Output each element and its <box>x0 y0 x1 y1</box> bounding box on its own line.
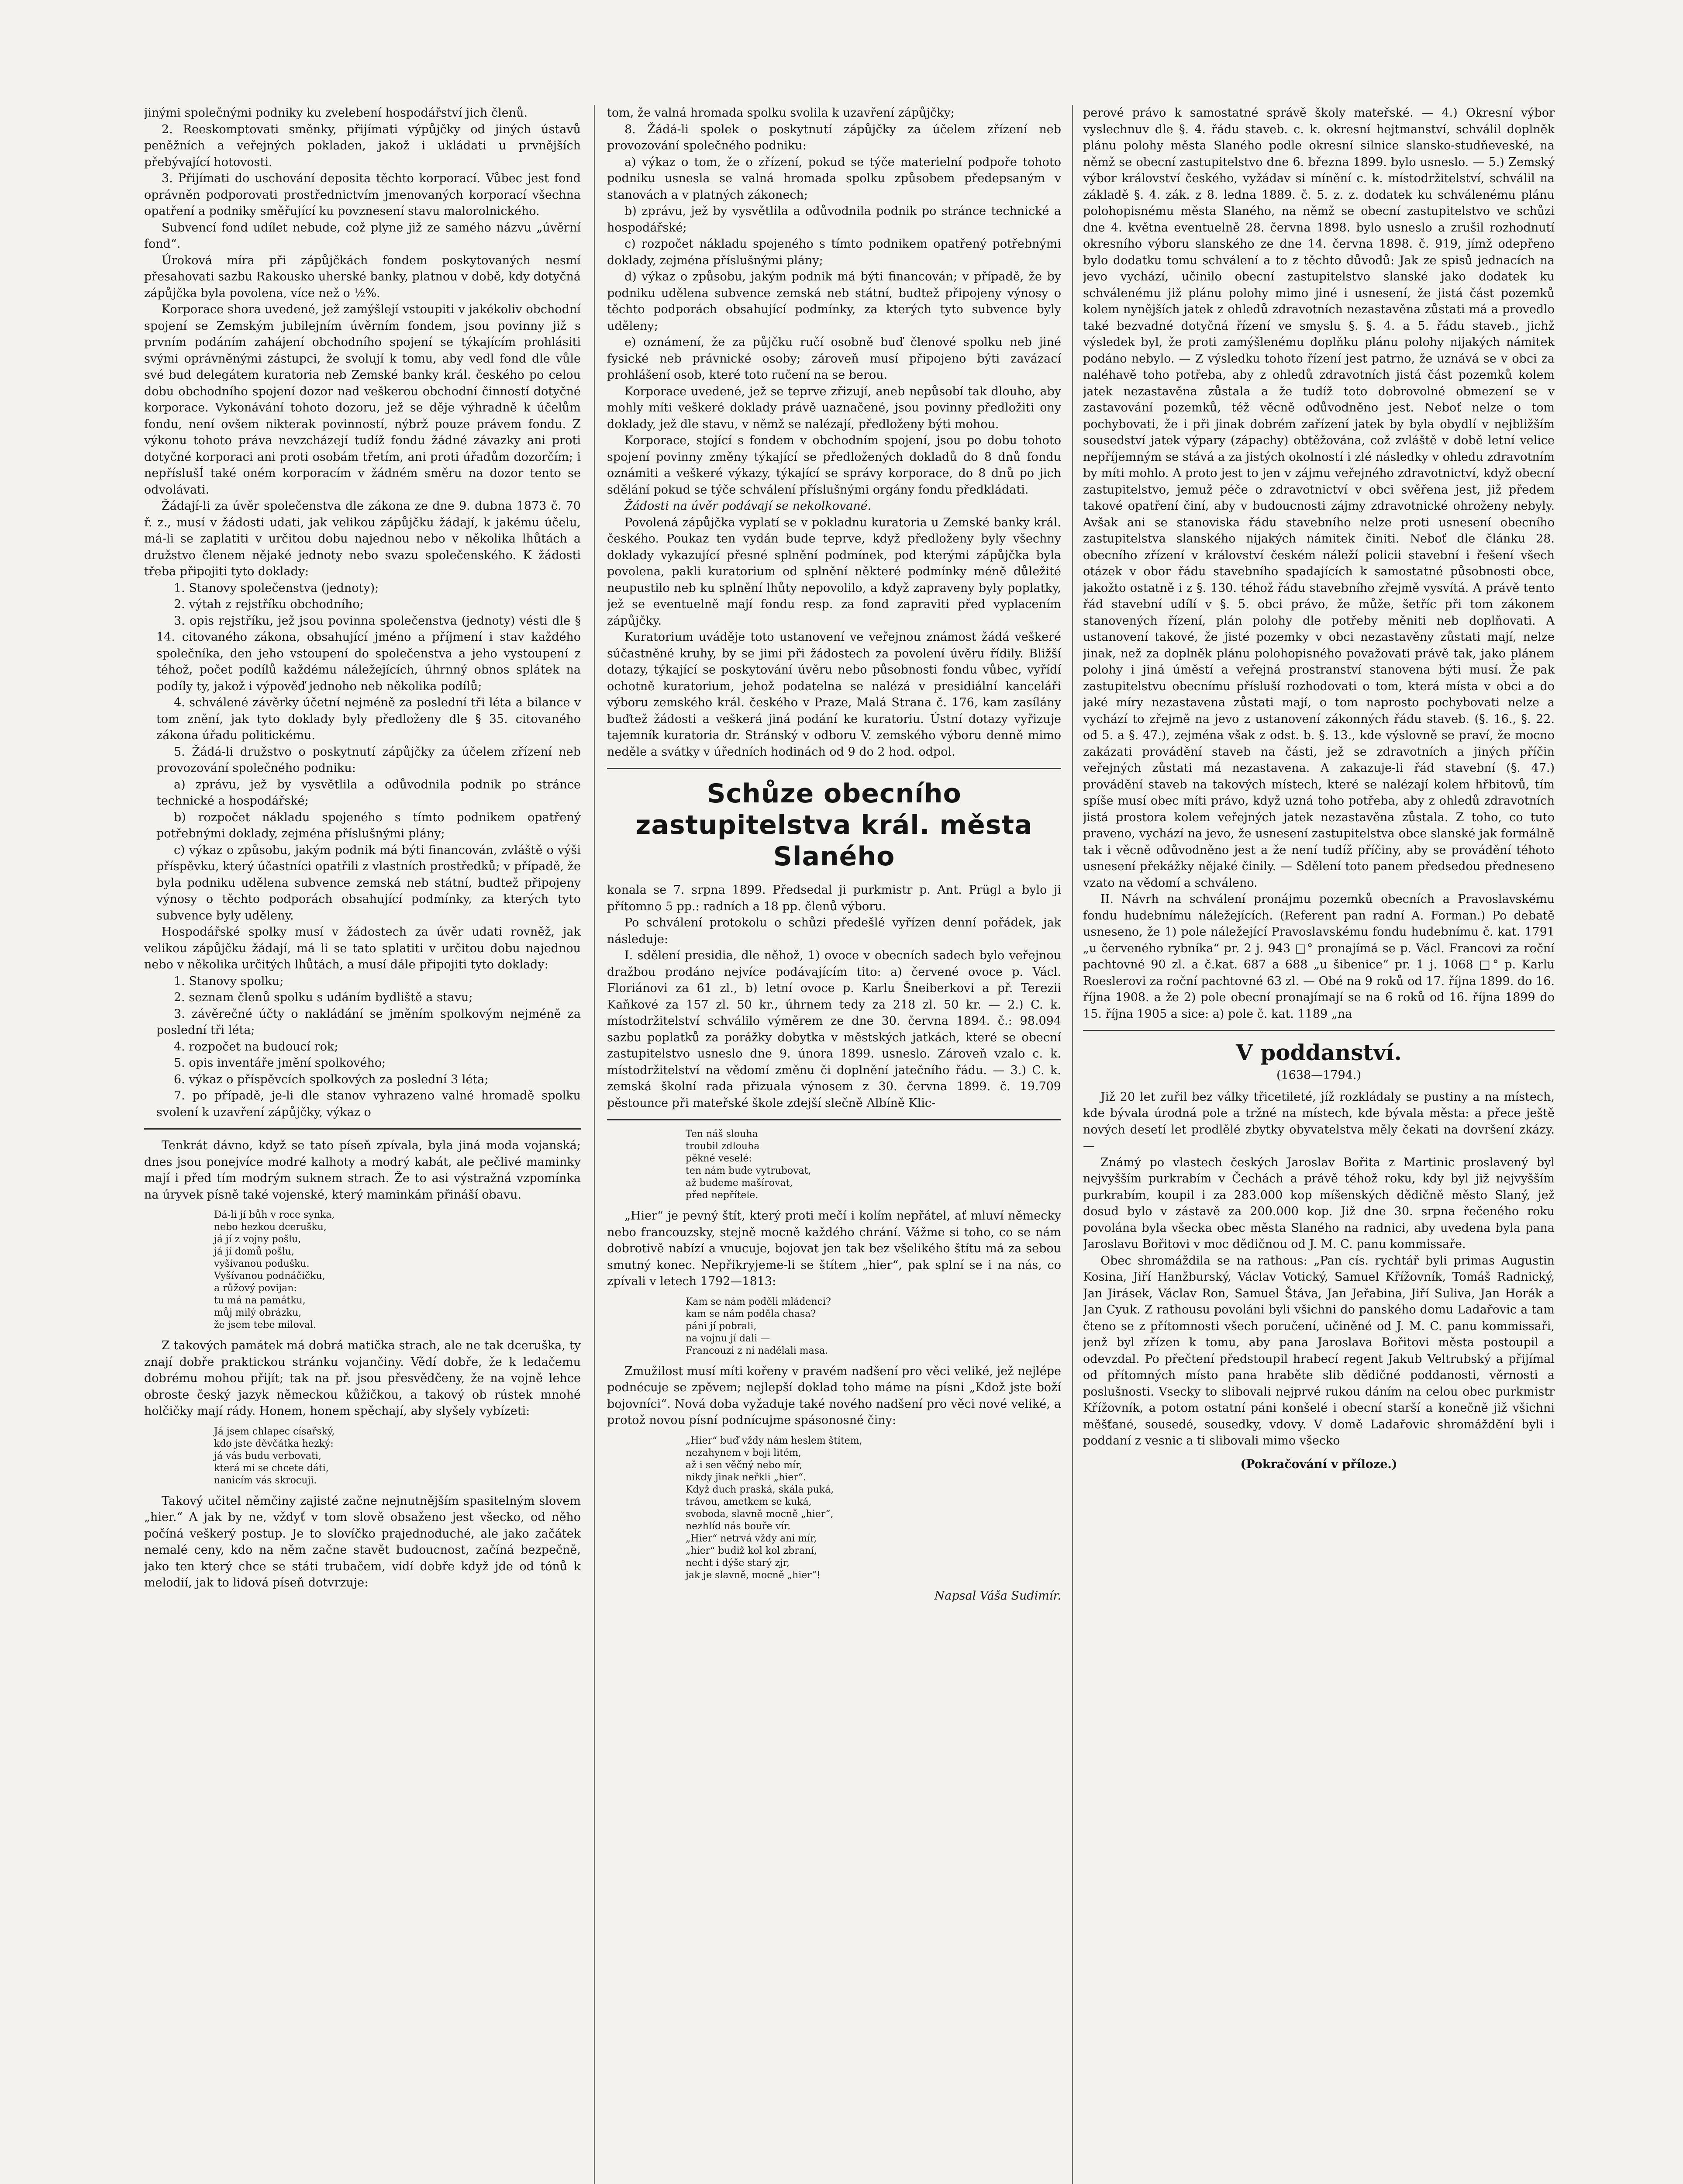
documents-list-spolky <box>144 973 581 1121</box>
article-paragraph: Kuratorium uváděje toto ustanovení ve veřejnou známost žádá veškeré súčastněné kruhy, by se jimi při žádostech za povolení úvěru řídily. Bližší dotazy, týkající se poskytování úvěru nebo působnosti fondu vůbec, vyřídí ochotně kuratorium, jehož podatelna se nalézá v presidiální kanceláři výboru zemského král. českého v Praze, Malá Strana č. 176, kam zasílány buďtež žádosti a veškerá jiná podání ke kuratoriu. Ústní dotazy vyřizuje tajemník kuratoria dr. Stránský v odboru V. zemského výboru denně mimo neděle a svátky v úředních hodinách od 9 do 2 hod. odpol. <box>607 630 1061 759</box>
list-item: 4. schválené závěrky účetní nejméně za poslední tři léta a bilance v tom znění, jak tyto doklady byly předloženy dle § 35. citovaného zákona úřadu politickému. <box>156 696 581 742</box>
article-paragraph: II. Návrh na schválení pronájmu pozemků obecních a Pravoslavskému fondu hudebnímu náležejících. (Referent pan radní A. Forman.) Po debatě usneseno, že 1) pole náležející Pravoslavskému fondu hudebnímu č. kat. 1791 „u červeného rybníka“ pr. 2 j. 943 □° pronajímá se p. Václ. Francovi za roční pachtovné 90 zl. a č.kat. 687 a 688 „u šibenice“ pr. 1 j. 1068 □° p. Karlu Roeslerovi za roční pachtovné 63 zl. — Obé na 9 roků od 17. října 1899. do 16. října 1908. a že 2) pole obecní pronajímají se na 6 roků od 16. října 1899 do 15. října 1905 a sice: a) pole č. kat. 1189 „na <box>1083 892 1555 1021</box>
article-paragraph: Povolená zápůjčka vyplatí se v pokladnu kuratoria u Zemské banky král. českého. Poukaz ten vydán bude teprve, když předloženy byly všechny doklady vykazující přesné splnění podmínek, pod kterými zápůjčka byla povolena, pakli kuratorium od splnění některé podmínky méně důležité neupustilo neb ku splnění lhůty nepovolilo, a když zapraveny byly poplatky, jež se eventuelně mají fondu resp. za fond zapraviti před vyplacením zápůjčky. <box>607 515 1061 628</box>
section-divider <box>144 1128 581 1130</box>
article-paragraph: Hospodářské spolky musí v žádostech za úvěr udati rovněž, jak velikou zápůjčku žádají, má li se tato splatiti v určitou dobu najednou nebo v několika určitých lhůtách, a musí dále připojiti tyto doklady: <box>144 925 581 971</box>
article-paragraph: tom, že valná hromada spolku svolila k uzavření zápůjčky; <box>607 106 955 120</box>
poem-verse: Já jsem chlapec císařský, kdo jste děvčátka hezký: já vás budu verbovati, která mi se chcete dáti, nanicím vás skrocuji. <box>214 1426 335 1486</box>
section-heading: Schůze obecního zastupitelstva král. města Slaného <box>635 778 1033 872</box>
column-1 <box>144 105 581 2184</box>
list-item: b) rozpočet nákladu spojeného s tímto podnikem opatřený potřebnými doklady, zejména příslušnými plány; <box>156 810 581 840</box>
article-paragraph: Známý po vlastech českých Jaroslav Bořita z Martinic proslavený byl nejvyšším purkrabím v Čechách a právě téhož roku, kdy byl již nejvyšším purkrabím, koupil i za 283.000 kop míšenských dědičně město Slaný, jež dosud bylo v zástavě za 200.000 kop. Již dne 30. srpna řečeného roku povolána byla všecka obec města Slaného na radnici, aby uvedena byla pana Jaroslavu Bořitovi v moc dědičnou od J. M. C. panu kommissaře. <box>1083 1155 1555 1251</box>
poem-verse: Kam se nám poděli mládenci? kam se nám poděla chasa? páni jí pobrali, na vojnu jí dali — Francouzi z ní nadělali masa. <box>686 1296 831 1356</box>
list-item: 2. výtah z rejstříku obchodního; <box>174 598 364 611</box>
list-item: 4. rozpočet na budoucí rok; <box>174 1040 338 1054</box>
column-2 <box>607 105 1061 2184</box>
article-paragraph: e) oznámení, že za půjčku ručí osobně buď členové spolku neb jiné fysické neb právnické osoby; zároveň musí připojeno býti zavázací prohlášení osob, které toto ručení na se berou. <box>607 335 1061 382</box>
column-3 <box>1083 105 1555 2184</box>
column-divider <box>1072 105 1073 2184</box>
poem-verse: Dá-li jí bůh v roce synka, nebo hezkou dcerušku, já jí z vojny pošlu, já jí domů pošlu, vyšívanou podušku. Vyšívanou podnáčičku, a růžový povijan: tu má na památku, můj milý obrázku, že jsem tebe miloval. <box>214 1209 335 1330</box>
article-paragraph: Žádají-li za úvěr společenstva dle zákona ze dne 9. dubna 1873 č. 70 ř. z., musí v žádosti udati, jak velikou zápůjčku žádají, k jakému účelu, má-li se zaplatiti v určitou dobu najednou nebo v několika lhůtách a družstvo členem nějaké jednoty nebo svazu společenského. K žádosti třeba připojiti tyto doklady: <box>144 499 581 578</box>
section-divider <box>607 768 1061 769</box>
documents-list <box>144 580 581 924</box>
article-paragraph: jinými společnými podniky ku zvelebení hospodářství jich členů. <box>144 106 528 120</box>
section-subtitle: (1638—1794.) <box>1276 1068 1362 1082</box>
continued-note: (Pokračování v příloze.) <box>1240 1457 1397 1471</box>
article-paragraph: 3. Přijímati do uschování deposita těchto korporací. Vůbec jest fond oprávněn podporovati prostřednictvím jmenovaných korporací všechna opatření a podniky směřující ku povznesení stavu malorolnického. <box>144 172 581 218</box>
article-paragraph: Již 20 let zuřil bez války třicetileté, jíž rozkládaly se pustiny a na místech, kde bývala úrodná pole a tržné na místech, kde bývala města: a přece ještě nových desetí let prodlělé zbytky obyvatelstva měly čekati na dovršení zkázy. — <box>1083 1090 1555 1153</box>
article-paragraph: Korporace, stojící s fondem v obchodním spojení, jsou po dobu tohoto spojení povinny změny týkající se předložených dokladů do 8 dnů fondu oznámiti a veškeré výkazy, týkající se správy korporace, do 8 dnů po jich sdělání pokud se týče schválení příslušnými orgány fondu předkládati. <box>607 434 1061 497</box>
section-divider <box>607 1119 1061 1120</box>
article-paragraph: Korporace shora uvedené, jež zamýšlejí vstoupiti v jakékoliv obchodní spojení se Zemským jubilejním úvěrním fondem, jsou povinny již s prvním podáním zahájení obchodního spojení se týkajícím prohlásiti svými oprávněnými zástupci, že svolují k tomu, aby vedl fond dle vůle své bud delegátem kuratoria neb Zemské banky král. českého po celou dobu obchodního spojení dozor nad veškerou obchodní činností dotyčné korporace. Vykonávání tohoto dozoru, jež se děje výhradně k účelům fondu, není ovšem nikterak povinností, nýbrž pouze právem fondu. Z výkonu tohoto práva nevzcházejí tudíž fondu žádné závazky ani proti dotyčné korporaci ani proti osobám třetím, ani proti úřadům dozorčím; i nepříslušÍ také oném korporacím v žádném směru na dozor tento se odvolávati. <box>144 303 581 497</box>
list-item: 1. Stanovy spolku; <box>174 974 284 988</box>
list-item: 6. výkaz o příspěvcích spolkových za poslední 3 léta; <box>174 1072 489 1086</box>
list-item: 3. závěrečné účty o nakládání se jměním spolkovým nejméně za poslední tři léta; <box>156 1007 581 1037</box>
article-paragraph: d) výkaz o způsobu, jakým podnik má býti financován; v případě, že by podniku udělena subvence zemská neb státní, budtež připojeny výnosy o těchto podporách obsahující podmínky, za kterých tyto subvence byly uděleny; <box>607 270 1061 333</box>
article-paragraph: Úroková míra při zápůjčkách fondem poskytovaných nesmí přesahovati sazbu Rakousko uherské banky, platnou v době, kdy dotyčná zápůjčka byla povolena, více než o ½%. <box>144 253 581 300</box>
feuilleton-paragraph: Zmužilost musí míti kořeny v pravém nadšení pro věci veliké, jež nejlépe podnécuje se zpěvem; nejlepší doklad toho máme na písni „Kdož jste boží bojovníci“. Nová doba vyžaduje také nového nadšení pro věci nové veliké, a protož novou písní podnícujme spásonosné činy: <box>607 1364 1061 1427</box>
section-heading: V poddanství. <box>1236 1040 1402 1065</box>
feuilleton-paragraph: Tenkrát dávno, když se tato píseň zpívala, byla jiná moda vojanská; dnes jsou ponejvíce modré kalhoty a modrý kabát, ale pečlivé maminky mají i před tím modrým suknem strach. Že to asi výstražná vzpomínka na úryvek písně také vojenské, který maminkám přináší obavu. <box>144 1139 581 1202</box>
list-item: 2. seznam členů spolku s udáním bydliště a stavu; <box>174 991 473 1004</box>
article-paragraph: Žádosti na úvěr podávají se nekolkované. <box>624 499 872 513</box>
list-item: 5. opis inventáře jmění spolkového; <box>174 1056 386 1070</box>
list-item: a) zprávu, jež by vysvětlila a odůvodnila podnik po stránce technické a hospodářské; <box>156 778 581 808</box>
poem-verse: Ten náš slouha troubil zdlouha pěkné veselé: ten nám bude vytrubovat, až budeme mašírovat, před nepřítele. <box>686 1129 811 1201</box>
article-paragraph: Korporace uvedené, jež se teprve zřizují, aneb nepůsobí tak dlouho, aby mohly míti veškeré doklady právě uaznačené, jsou povinny předložiti ony doklady, jež dle stavu, v němž se nalézají, předloženy býti mohou. <box>607 384 1061 431</box>
list-item: 1. Stanovy společenstva (jednoty); <box>174 581 379 595</box>
feuilleton-paragraph: „Hier“ je pevný štít, který proti mečí i kolím nepřátel, ať mluví německy nebo francouzsky, stejně mocně každého chrání. Vážme si toho, co se nám dobrotivě nabízí a vnucuje, bojovat jen tak bez všelikého štítu má za sebou smutný konec. Nepřikryjeme-li se štítem „hier“, pak splní se i na nás, co zpívali v letech 1792—1813: <box>607 1209 1061 1288</box>
article-paragraph: 8. Žádá-li spolek o poskytnutí zápůjčky za účelem zřízení neb provozování společného podniku: <box>607 122 1061 152</box>
list-item: c) výkaz o způsobu, jakým podnik má býti financován, zvláště o výši příspěvku, který účastníci opatřili z vlastních prostředků; v případě, že byla podniku udělena subvence zemská neb státní, budtež připojeny výnosy o těchto podporách obsahující podmínky, za kterých tyto subvence byly uděleny. <box>156 843 581 923</box>
feuilleton-paragraph: Takový učitel němčiny zajisté začne nejnutnějším spasitelným slovem „hier.“ A jak by ne, vždyť v tom slově obsaženo jest všecko, od něho počíná veškerý postup. Je to slovíčko prajednoduché, ale jako začátek nemalé ceny, kdo na něm začne stavět budoucnost, začíná bezpečně, jako ten který chce se státi trubačem, vidí dobře když jde od tónů k melodií, jak to lidová píseň dotvrzuje: <box>144 1494 581 1590</box>
poem-verse: „Hier“ buď vždy nám heslem štítem, nezahynem v boji litém, až i sen věčný nebo mír, nikdy jinak neřkli „hier“. Když duch praská, skála puká, trávou, ametkem se kuká, svoboda, slavně mocně „hier“, nezhlíd nás bouře vír. „Hier“ netrvá vždy ani mír, „hier“ budiž kol kol zbraní, necht i dýše starý zjr, jak je slavně, mocně „hier“! <box>686 1435 862 1581</box>
newspaper-page <box>144 105 1555 2184</box>
article-paragraph: 2. Reeskomptovati směnky, přijímati výpůjčky od jiných ústavů peněžních a veřejných pokladen, jakož i ukládati u prvnějších přebývající hotovosti. <box>144 122 581 169</box>
list-item: 7. po případě, je-li dle stanov vyhrazeno valné hromadě spolku svolení k uzavření zápůjčky, výkaz o <box>156 1089 581 1119</box>
list-item: 5. Žádá-li družstvo o poskytnutí zápůjčky za účelem zřízení neb provozování společného podniku: <box>156 745 581 775</box>
article-paragraph: a) výkaz o tom, že o zřízení, pokud se týče materielní podpoře tohoto podniku usnesla se valná hromada spolku způsobem předepsaným v stanovách a v platných zákonech; <box>607 155 1061 202</box>
article-paragraph: Po schválení protokolu o schůzi předešlé vyřízen denní pořádek, jak následuje: <box>607 916 1061 946</box>
feuilleton-paragraph: Z takových památek má dobrá matička strach, ale ne tak dceruška, ty znají dobře praktickou stránku vojančiny. Vědí dobře, že k ledačemu dobrému mohou přijít; tak na př. jsou přesvědčeny, že na vojně lehce obroste český jazyk německou kůžičkou, a takový ob rústek mnohé holčičky mají rády. Honem, honem spěchají, aby slyšely vybízeti: <box>144 1339 581 1418</box>
column-divider <box>594 105 595 2184</box>
article-paragraph: Subvencí fond udílet nebude, což plyne již ze samého názvu „úvěrní fond“. <box>144 221 581 251</box>
list-item: 3. opis rejstříku, jež jsou povinna společenstva (jednoty) vésti dle § 14. citovaného zákona, obsahující jméno a příjmení i stav každého společníka, den jeho vstoupení do společenstva a jeho vystoupení z téhož, počet podílů každému náležejících, úhrnný obnos splátek na podíly ty, jakož i výpověď jednoho neb několika podílů; <box>156 614 581 693</box>
author-signature: Napsal Váša Sudimír. <box>934 1589 1061 1603</box>
article-paragraph: c) rozpočet nákladu spojeného s tímto podnikem opatřený potřebnými doklady, zejména příslušnými plány; <box>607 237 1061 267</box>
article-paragraph: konala se 7. srpna 1899. Předsedal ji purkmistr p. Ant. Prügl a bylo ji přítomno 5 pp.: radních a 18 pp. členů výboru. <box>607 883 1061 913</box>
article-paragraph: perové právo k samostatné správě školy mateřské. — 4.) Okresní výbor vyslechnuv dle §. 4. řádu staveb. c. k. okresní hejtmanství, schválil doplněk plánu polohy města Slaného podle okresní silnice slansko-studňeveské, na němž se obecní zastupitelstvo dne 6. března 1899. bylo usneslo. — 5.) Zemský výbor království českého, vyžádav si mínění c. k. místodržitelství, schválil na základě §. 4. zák. z 8. ledna 1889. č. 5. z. z. dodatek ku schválenému plánu polohopisnému města Slaného, na němž se obecní zastupitelstvo ve schůzi dne 4. května eventuelně 28. června 1898. bylo usneslo a zrušil rozhodnutí okresního výboru slanského ze dne 14. června 1898. č. 919, jímž odepřeno bylo dodatku tomu schválení a to z těchto důvodů: Jak ze spisů jednacích na jevo vychází, učinilo obecní zastupitelstvo slanské jako dodatek ku schválenému již plánu polohy mimo jiné i usnesení, že jistá část pozemků kolem nynějších jatek z ohledů zdravotních nezastavěna zůstati má a provedlo také bezvadné dotyčná řízení ve smyslu §. §. 4. a 5. řádu staveb., jichž výsledek byl, že proti zamýšlenému doplňku plánu polohy nijakých námitek podáno nebylo. — Z výsledku tohoto řízení jest patrno, že uznává se v obci za naléhavě toho potřeba, aby z ohledů zdravotních jistá část pozemků kolem jatek nezastavěna zůstala a že tudíž toto dobrovolné obmezení se v zastavování pozemků, též věcně odůvodněno jest. Neboť nelze o tom pochybovati, že i při jinak dobrém zařízení jatek by byla obydlí v nejbližším sousedství jatek výpary (zápachy) obtěžována, což zvláště v době letní velice nepříjemným se stává a za jistých okolností i zlé následky v ohledu zdravotním by míti mohlo. A proto jest to jen v zájmu veřejného zdravotnictví, když obecní zastupitelstvo, jemuž péče o zdravotnictví v obci svěřena jest, již předem takové opatření činí, aby v budoucnosti zájmy zdravotnické ohroženy nebyly. Avšak ani se stanoviska řádu stavebního nelze proti usnesení obecního zastupitelstva slanského nijakých námitek činiti. Neboť dle článku 28. obecního zřízení v království českém náleží policii stavební i řešení všech otázek v obor řádu stavebního spadajících k samostatné působnosti obce, jakožto ostatně i z §. 130. téhož řádu stavebního zřejmě vysvítá. A právě tento řád stavební udílí v §. 5. obci právo, že může, šetříc při tom zákonem stanovených řízení, plán polohy dle potřeby měniti neb doplňovati. A ustanovení takové, že jisté pozemky v obci nezastavěny zůstati mají, nelze jinak, než za doplněk plánu polohopisného považovati právě tak, jako plánem polohy i jiná úměstí a veřejná prostranství stanovena býti musí. Že pak zastupitelstvu obecnímu přísluší rozhodovati o tom, která místa v obci a do jaké míry nezastavena zůstati mají, o tom naprosto pochybovati nelze a vychází to zřejmě na jevo z ustanovení zákonných řádu staveb. (§. 16., §. 22. od 5. a §. 47.), zejména však z odst. b. §. 13., kde výslovně se praví, že mocno zakázati provádění staveb na části, jež se zdravotních a jiných příčin veřejných zůstati má nezastavena. A zakazuje-li řád stavební (§. 47.) provádění staveb na takových místech, které se nalézají kolem hřbitovů, tím spíše musí obec míti právo, když uzná toho potřeba, aby z ohledů zdravotních jistá prostora kolem veřejných jatek nezastavěna zůstala. Z toho, co tuto praveno, vychází na jevo, že usnesení zastupitelstva obce slanské jak formálně tak i věcně odůvodněno jest a že není tudíž příčiny, aby se provádění téhoto usnesení překážky nějaké činily. — Sdělení toto panem předsedou předneseno vzato na vědomí a schváleno. <box>1083 106 1555 890</box>
article-paragraph: Obec shromáždila se na rathous: „Pan cís. rychtář byli primas Augustin Kosina, Jiří Hanžburský, Václav Votický, Samuel Křížovník, Tomáš Radnický, Jan Jirásek, Václav Ron, Samuel Štáva, Jan Jeřabina, Jiří Suliva, Jan Horák a Jan Cyuk. Z rathousu povoláni byli všichni do panského domu Ladařovic a tam čteno se z přítomnosti všech poručení, učiněné od J. M. C. panu kommissaři, jenž byl zřízen k tomu, aby pana Jaroslava Bořitovi města postoupil a odevzdal. Po přečtení předstoupil hrabecí regent Jakub Veltrubský a přijímal od přítomných místo pana hraběte slib dědičné poddanosti, věrnosti a poslušnosti. Vsecky to slibovali nejprvé rukou dáním na celou obec purkmistr Křížovník, a potom ostatní páni konšelé i obecní starší a konečně již všichni měšťané, sousedé, sousedky, vdovy. V domě Ladařovic shromáždění byli i poddaní z vesnic a ti slibovali mimo všecko <box>1083 1254 1555 1448</box>
section-divider <box>1083 1030 1555 1031</box>
article-paragraph: b) zprávu, jež by vysvětlila a odůvodnila podnik po stránce technické a hospodářské; <box>607 204 1061 235</box>
article-paragraph: I. sdělení presidia, dle něhož, 1) ovoce v obecních sadech bylo veřejnou dražbou prodáno nejvíce podávajícím tito: a) červené ovoce p. Václ. Floriánovi za 61 zl., b) letní ovoce p. Karlu Šneiberkovi a př. Terezii Kaňkové za 157 zl. 50 kr., úhrnem tedy za 218 zl. 50 kr. — 2.) C. k. místodržitelství schválilo výměrem ze dne 30. června 1894. č.: 98.094 sazbu poplatků za porážky dobytka v městských jatkách, které se obecní zastupitelstvo usneslo dne 9. února 1899. usneslo. Zároveň vzalo c. k. místodržitelství na vědomí změnu či doplnění jatečního řádu. — 3.) C. k. zemská školní rada přizuala výnosem z 30. června 1899. č. 19.709 pěstounce při mateřské škole zdejší slečně Albíně Klic- <box>607 949 1061 1110</box>
